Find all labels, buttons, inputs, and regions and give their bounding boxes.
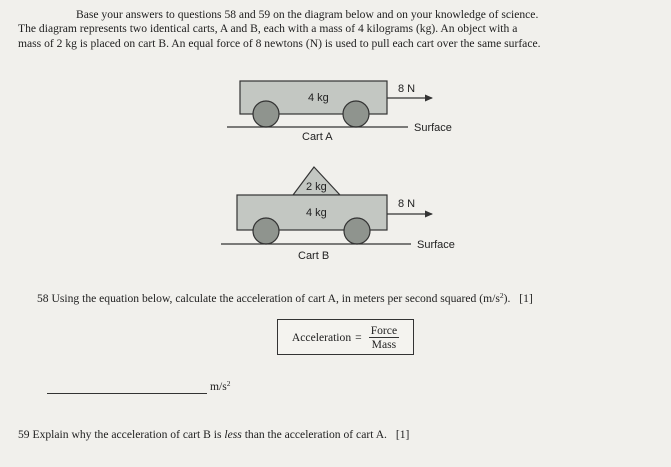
- question-59-text-after: than the acceleration of cart A.: [244, 428, 387, 441]
- cart-b-caption: Cart B: [298, 250, 330, 262]
- formula-fraction: [369, 324, 399, 351]
- formula-numerator: Force: [370, 323, 398, 337]
- answer-line[interactable]: [47, 393, 207, 394]
- question-59-text-before: Explain why the acceleration of cart B is: [32, 428, 222, 441]
- cart-b-mass-label: 4 kg: [306, 207, 327, 219]
- cart-b-object-label: 2 kg: [306, 181, 327, 193]
- cart-b-left-wheel: [253, 218, 279, 244]
- cart-a-left-wheel: [253, 101, 279, 127]
- cart-b-force-label: 8 N: [398, 198, 416, 210]
- intro-line-2: The diagram represents two identical carts, A and B, each with a mass of 4 kilograms (kg). An object with a: [18, 22, 518, 36]
- formula-equals: =: [355, 330, 362, 344]
- cart-b-surface-label: Surface: [417, 239, 455, 251]
- question-58-text: Using the equation below, calculate the acceleration of cart A, in meters per second squared: [51, 292, 477, 305]
- cart-a: [227, 81, 452, 143]
- cart-a-force-label: 8 N: [398, 83, 416, 95]
- acceleration-formula-box: [277, 319, 414, 355]
- question-59-marks: [1]: [395, 428, 410, 441]
- question-58: [37, 292, 662, 305]
- question-59: [18, 428, 658, 441]
- cart-b-right-wheel: [344, 218, 370, 244]
- formula-lhs: Acceleration: [291, 330, 352, 344]
- intro-line-3: mass of 2 kg is placed on cart B. An equal force of 8 newtons (N) is used to pull each cart over the same surface.: [18, 36, 541, 50]
- cart-a-caption: Cart A: [302, 131, 333, 143]
- cart-a-surface-label: Surface: [414, 122, 452, 134]
- question-58-marks: [1]: [519, 292, 533, 305]
- cart-a-right-wheel: [343, 101, 369, 127]
- cart-b: [221, 167, 455, 262]
- question-59-emphasis: less: [224, 428, 242, 441]
- question-58-unit: $(m/s^2)$.: [479, 291, 511, 305]
- intro-line-1: Base your answers to questions 58 and 59 on the diagram below and on your knowledge of science.: [76, 8, 539, 21]
- formula-denominator: Mass: [371, 337, 397, 351]
- cart-a-mass-label: 4 kg: [308, 92, 329, 104]
- question-58-number: 58: [37, 292, 49, 305]
- answer-unit: $m/s^2$: [210, 379, 231, 393]
- question-59-number: 59: [18, 428, 30, 441]
